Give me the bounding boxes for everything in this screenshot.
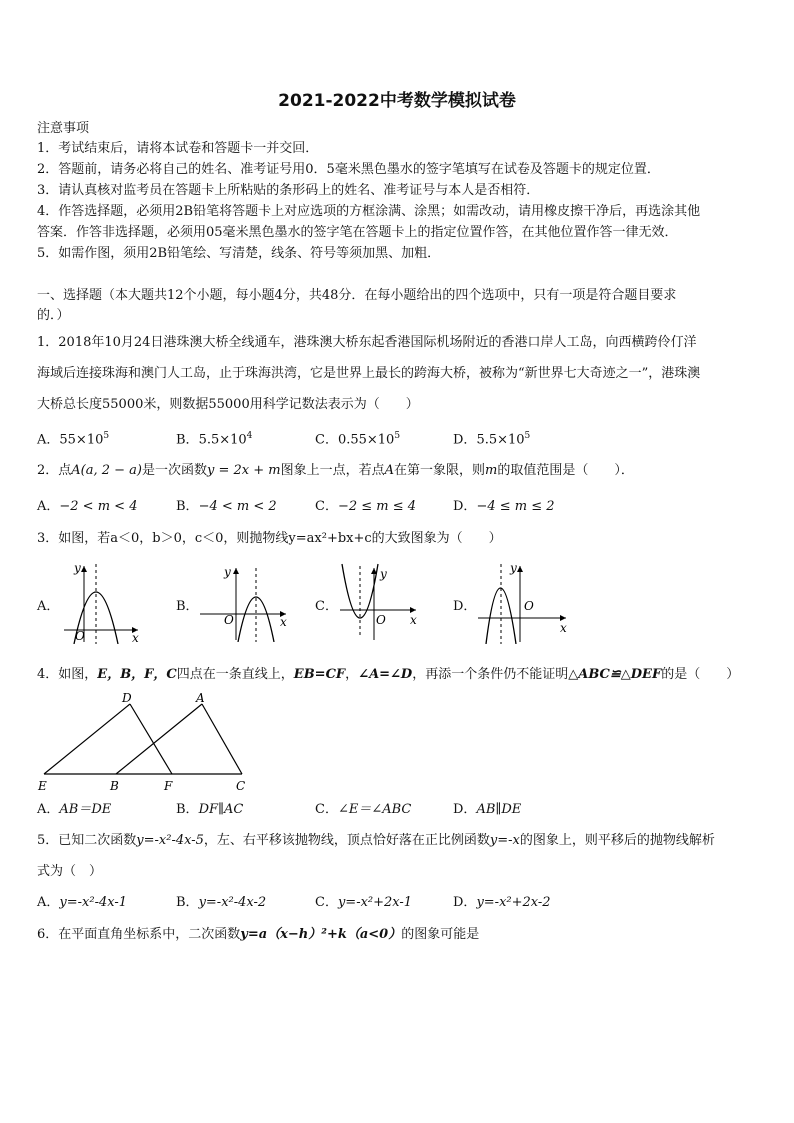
q5-function: y=-x²-4x-5 <box>136 833 204 848</box>
q1-line-1: 1．2018年10月24日港珠澳大桥全线通车，港珠澳大桥东起香港国际机场附近的香港口岸人工岛，向西横跨伶仃洋 <box>37 335 697 350</box>
option-label: B． <box>176 432 199 448</box>
q2-function: y = 2x + m <box>207 463 281 478</box>
y-label: y <box>224 565 231 579</box>
q5-line-1 <box>37 832 715 850</box>
q1-option-d <box>453 427 530 449</box>
q4-text-4: 的是（ ） <box>661 667 740 682</box>
option-text: ∠E＝∠ABC <box>337 802 412 817</box>
segment-ed <box>44 704 130 774</box>
q1-option-a <box>37 427 109 449</box>
option-label: A． <box>37 432 60 448</box>
q4-option-c <box>315 801 411 819</box>
option-label: A． <box>37 895 60 910</box>
q2-stem <box>37 462 634 480</box>
option-text: AB∥DE <box>476 802 522 817</box>
q3-option-a-label: A． <box>37 599 60 614</box>
y-axis-arrow <box>233 568 239 574</box>
option-label: C． <box>315 432 338 448</box>
q5-function-2: y=-x <box>489 833 520 848</box>
q2-option-c <box>315 498 416 516</box>
q2-text-1: 2．点 <box>37 463 72 478</box>
notice-item-2: 2．答题前，请务必将自己的姓名、准考证号用0．5毫米黑色墨水的签字笔填写在试卷及答题卡的规定位置． <box>37 162 660 177</box>
q2-text-3: 图象上一点，若点 <box>280 463 385 478</box>
y-label: y <box>380 567 387 581</box>
q4-option-b <box>176 801 243 819</box>
q5-option-a <box>37 894 127 912</box>
q5-line-2: 式为（ ） <box>37 864 103 879</box>
section-heading-cont: 的．） <box>37 308 70 323</box>
option-label: D． <box>453 499 477 514</box>
q5-text-1: 5．已知二次函数 <box>37 833 137 848</box>
option-label: C． <box>315 895 338 910</box>
option-label: D． <box>453 895 477 910</box>
q2-point-a: A <box>384 463 395 478</box>
q6-function: y=a（x−h）²+k（a<0） <box>240 927 402 942</box>
segment-ac <box>202 704 242 774</box>
q4-option-d <box>453 801 521 819</box>
option-exp: 5 <box>394 431 401 441</box>
q4-points: E，B，F，C <box>97 667 177 682</box>
q5-text-2: ，左、右平移该抛物线，顶点恰好落在正比例函数 <box>203 833 490 848</box>
notice-item-5: 5．如需作图，须用2B铅笔绘、写清楚，线条、符号等须加黑、加粗． <box>37 246 441 261</box>
q4-text-3: ，再添一个条件仍不能证明 <box>412 667 569 682</box>
q4-text-1: 4．如图， <box>37 667 98 682</box>
label-c: C <box>236 779 246 793</box>
y-axis-arrow <box>517 566 523 572</box>
q5-option-c <box>315 894 412 912</box>
q2-text-2: 是一次函数 <box>142 463 208 478</box>
section-heading: 一、选择题（本大题共12个小题，每小题4分，共48分．在每小题给出的四个选项中，只有一项是符合题目要求 <box>37 288 677 303</box>
option-base: 55×10 <box>59 432 104 448</box>
notice-item-4-cont: 答案．作答非选择题，必须用05毫米黑色墨水的签字笔在答题卡上的指定位置作答，在其他位置作答一律无效． <box>37 225 678 240</box>
option-label: C． <box>315 499 338 514</box>
notice-item-1: 1．考试结束后，请将本试卷和答题卡一并交回． <box>37 141 319 156</box>
q2-option-a <box>37 498 137 516</box>
q2-option-b <box>176 498 277 516</box>
origin-label: O <box>524 599 534 613</box>
x-label: x <box>410 613 417 627</box>
page-title: 2021-2022中考数学模拟试卷 <box>278 91 516 111</box>
q4-option-a <box>37 801 111 819</box>
q3-stem: 3．如图，若a＜0，b＞0，c＜0，则抛物线y=ax²+bx+c的大致图象为（ ） <box>37 531 502 546</box>
notice-item-4: 4．作答选择题，必须用2B铅笔将答题卡上对应选项的方框涂满、涂黑；如需改动，请用橡皮擦干净后，再选涂其他 <box>37 204 701 219</box>
option-exp: 5 <box>524 431 531 441</box>
q2-option-d <box>453 498 555 516</box>
q2-m: m <box>485 463 498 478</box>
label-d: D <box>122 691 132 705</box>
origin-label: O <box>224 613 234 627</box>
option-label: D． <box>453 432 477 448</box>
label-a: A <box>196 691 205 705</box>
q2-text-5: 的取值范围是（ ）． <box>497 463 634 478</box>
option-label: B． <box>176 895 199 910</box>
q1-option-b <box>176 427 252 449</box>
q4-stem <box>37 666 739 684</box>
q2-point: A(a, 2 − a) <box>71 463 143 478</box>
label-f: F <box>164 779 173 793</box>
q4-figure <box>36 690 248 794</box>
y-label: y <box>510 561 517 575</box>
option-text: y=-x²-4x-1 <box>59 895 127 910</box>
option-base: 0.55×10 <box>337 432 395 448</box>
option-label: A． <box>37 802 60 817</box>
option-text: y=-x²+2x-2 <box>476 895 551 910</box>
notice-item-3: 3．请认真核对监考员在答题卡上所粘贴的条形码上的姓名、准考证号与本人是否相符． <box>37 183 540 198</box>
option-text: −4 < m < 2 <box>198 499 277 514</box>
q5-option-d <box>453 894 551 912</box>
q3-option-c-label: C． <box>315 599 338 614</box>
x-label: x <box>132 631 139 644</box>
origin-label: O <box>75 629 85 643</box>
option-text: y=-x²-4x-2 <box>198 895 267 910</box>
q3-graph-b <box>198 562 290 642</box>
q5-option-b <box>176 894 266 912</box>
label-b: B <box>110 779 119 793</box>
option-label: B． <box>176 499 199 514</box>
option-text: y=-x²+2x-1 <box>337 895 413 910</box>
option-text: −4 ≤ m ≤ 2 <box>476 499 555 514</box>
q5-text-3: 的图象上，则平移后的抛物线解析 <box>519 833 715 848</box>
y-axis-arrow <box>81 566 87 572</box>
option-label: A． <box>37 499 60 514</box>
option-text: DF∥AC <box>198 802 244 817</box>
option-label: D． <box>453 802 477 817</box>
label-e: E <box>38 779 47 793</box>
q4-sep: ， <box>345 667 359 682</box>
q6-text-1: 6．在平面直角坐标系中，二次函数 <box>37 927 241 942</box>
q3-graph-a <box>62 560 142 644</box>
segment-df <box>130 704 172 774</box>
q6-stem <box>37 926 479 944</box>
q4-text-2: 四点在一条直线上， <box>176 667 294 682</box>
q1-option-c <box>315 427 400 449</box>
q6-text-2: 的图象可能是 <box>401 927 480 942</box>
option-base: 5.5×10 <box>198 432 247 448</box>
q3-option-d-label: D． <box>453 599 477 614</box>
q1-line-3: 大桥总长度55000米，则数据55000用科学记数法表示为（ ） <box>37 397 419 412</box>
x-label: x <box>280 615 287 629</box>
option-text: −2 ≤ m ≤ 4 <box>337 499 417 514</box>
option-text: −2 < m < 4 <box>59 499 138 514</box>
option-exp: 4 <box>246 431 253 441</box>
x-label: x <box>560 621 567 635</box>
q4-triangles: △ABC≌△DEF <box>568 667 662 682</box>
q3-option-b-label: B． <box>176 599 199 614</box>
notice-heading: 注意事项 <box>37 121 90 136</box>
q1-line-2: 海域后连接珠海和澳门人工岛，止于珠海洪湾，它是世界上最长的跨海大桥，被称为“新世界七大奇迹之一”，港珠澳 <box>37 366 701 381</box>
option-label: C． <box>315 802 338 817</box>
option-exp: 5 <box>103 431 110 441</box>
q3-graph-d <box>476 560 570 644</box>
q4-cond-2: ∠A=∠D <box>358 667 413 682</box>
y-label: y <box>74 561 81 575</box>
option-base: 5.5×10 <box>476 432 525 448</box>
option-text: AB＝DE <box>59 802 112 817</box>
q3-graph-c <box>338 562 420 642</box>
segment-ba <box>116 704 202 774</box>
q4-cond-1: EB=CF <box>293 667 346 682</box>
origin-label: O <box>376 613 386 627</box>
q2-text-4: 在第一象限，则 <box>394 463 486 478</box>
option-label: B． <box>176 802 199 817</box>
